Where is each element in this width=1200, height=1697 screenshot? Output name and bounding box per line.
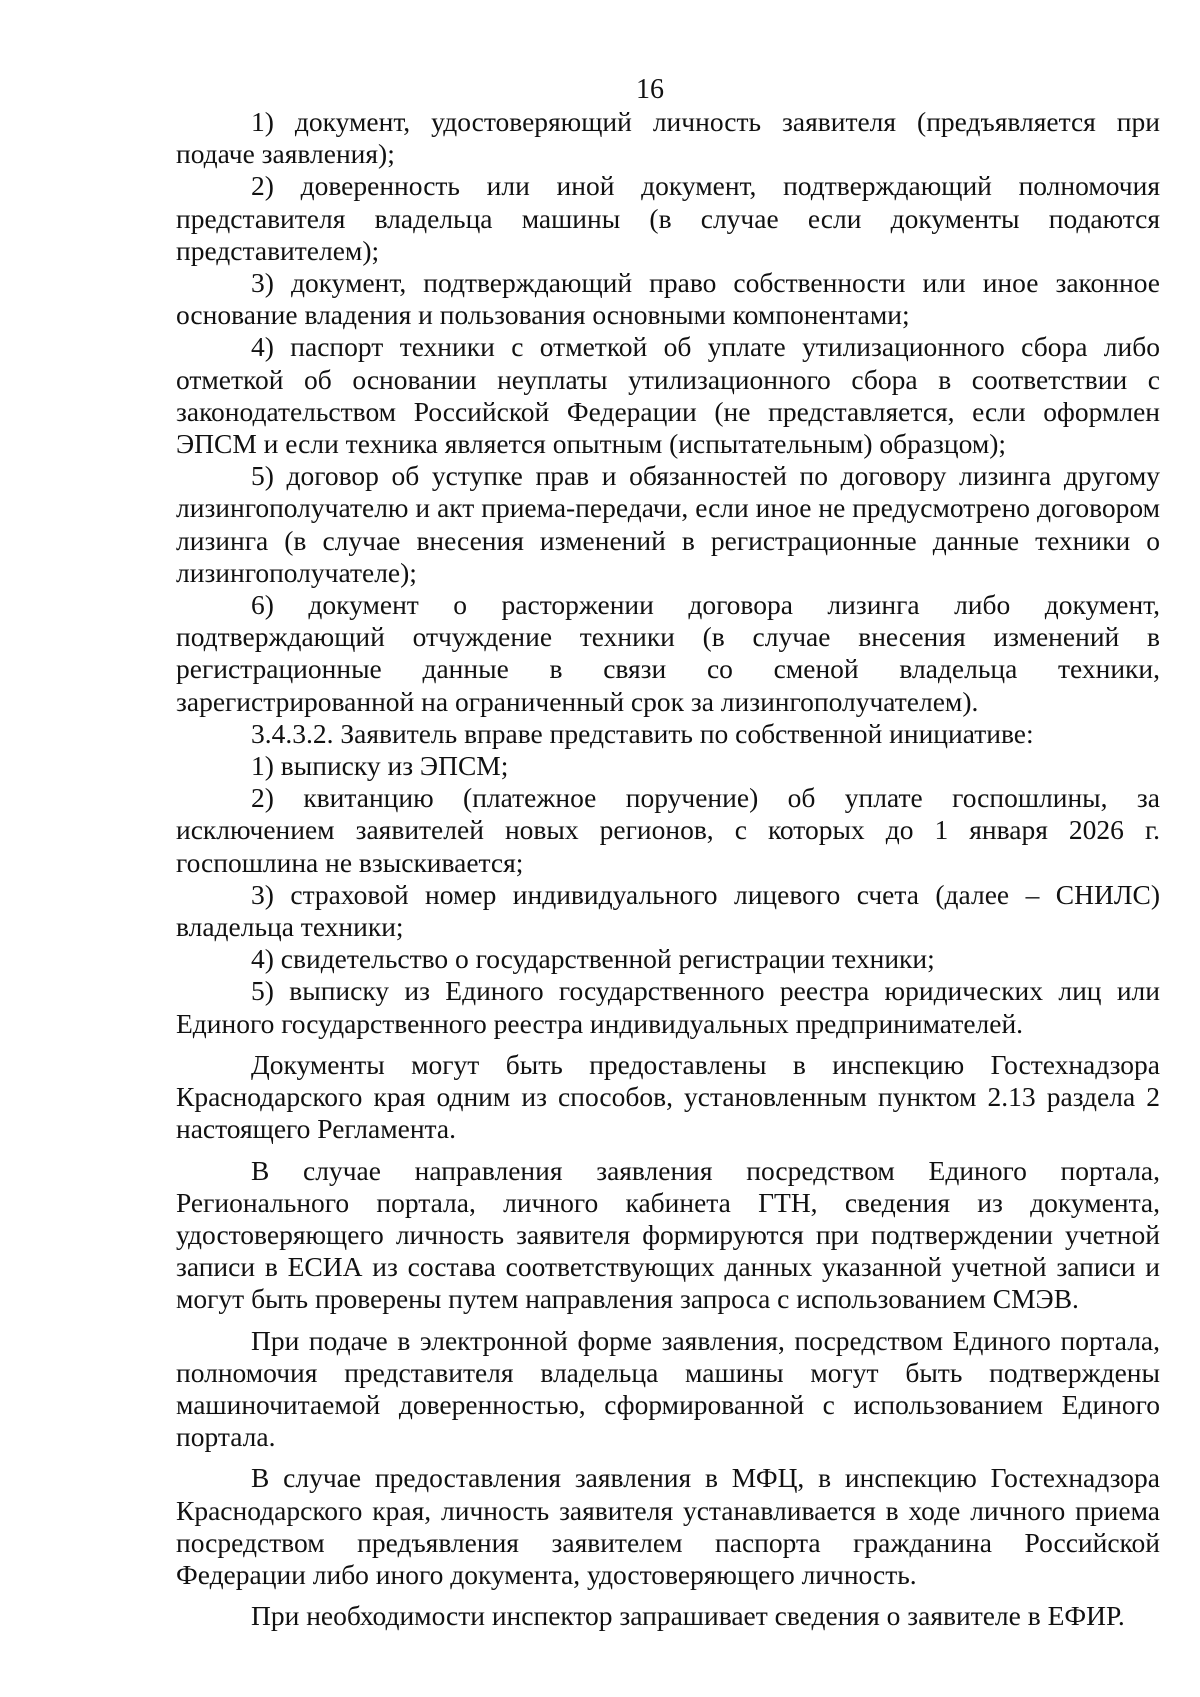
paragraph: 5) договор об уступке прав и обязанностей по договору лизинга другому лизингополучателю и акт приема-передачи, если иное не предусмотрено договором лизинга (в случае внесения изменений в регистрационные данные техники о лизингополучателе); [176, 460, 1160, 588]
paragraph: При подаче в электронной форме заявления, посредством Единого портала, полномочия представителя владельца машины могут быть подтверждены машиночитаемой доверенностью, сформированной с использованием Единого портала. [176, 1324, 1160, 1453]
paragraph: 1) выписку из ЭПСМ; [251, 750, 509, 782]
paragraph: 3.4.3.2. Заявитель вправе представить по собственной инициативе: [251, 717, 1034, 749]
page-number: 16 [636, 74, 664, 105]
paragraph: 3) страховой номер индивидуального лицевого счета (далее – СНИЛС) владельца техники; [176, 878, 1160, 943]
paragraph: 3) документ, подтверждающий право собственности или иное законное основание владения и пользования основными компонентами; [176, 267, 1160, 331]
paragraph: Документы могут быть предоставлены в инспекцию Гостехнадзора Краснодарского края одним из способов, установленным пунктом 2.13 раздела 2 настоящего Регламента. [176, 1048, 1160, 1145]
paragraph: 1) документ, удостоверяющий личность заявителя (предъявляется при подаче заявления); [176, 106, 1160, 170]
paragraph: В случае предоставления заявления в МФЦ, в инспекцию Гостехнадзора Краснодарского края, личность заявителя устанавливается в ходе личного приема посредством предъявления заявителем паспорта гражданина Российской Федерации либо иного документа, удостоверяющего личность. [176, 1462, 1160, 1590]
paragraph: 2) квитанцию (платежное поручение) об уплате госпошлины, за исключением заявителей новых регионов, с которых до 1 января 2026 г. госпошлина не взыскивается; [176, 782, 1160, 878]
paragraph: При необходимости инспектор запрашивает сведения о заявителе в ЕФИР. [251, 1600, 1125, 1632]
paragraph: 5) выписку из Единого государственного реестра юридических лиц или Единого государственного реестра индивидуальных предпринимателей. [176, 975, 1160, 1039]
paragraph: 4) свидетельство о государственной регистрации техники; [251, 943, 935, 975]
paragraph: В случае направления заявления посредством Единого портала, Регионального портала, личного кабинета ГТН, сведения из документа, удостоверяющего личность заявителя формируются при подтверждении учетной записи в ЕСИА из состава соответствующих данных указанной учетной записи и могут быть проверены путем направления запроса с использованием СМЭВ. [176, 1154, 1160, 1315]
paragraph: 6) документ о расторжении договора лизинга либо документ, подтверждающий отчуждение техники (в случае внесения изменений в регистрационные данные в связи со сменой владельца техники, зарегистрированной на ограниченный срок за лизингополучателем). [176, 589, 1160, 717]
paragraph: 2) доверенность или иной документ, подтверждающий полномочия представителя владельца машины (в случае если документы подаются представителем); [176, 170, 1160, 266]
paragraph: 4) паспорт техники с отметкой об уплате утилизационного сбора либо отметкой об основании неуплаты утилизационного сбора в соответствии с законодательством Российской Федерации (не представляется, если оформлен ЭПСМ и если техника является опытным (испытательным) образцом); [176, 331, 1160, 460]
document-body [176, 106, 1160, 1632]
